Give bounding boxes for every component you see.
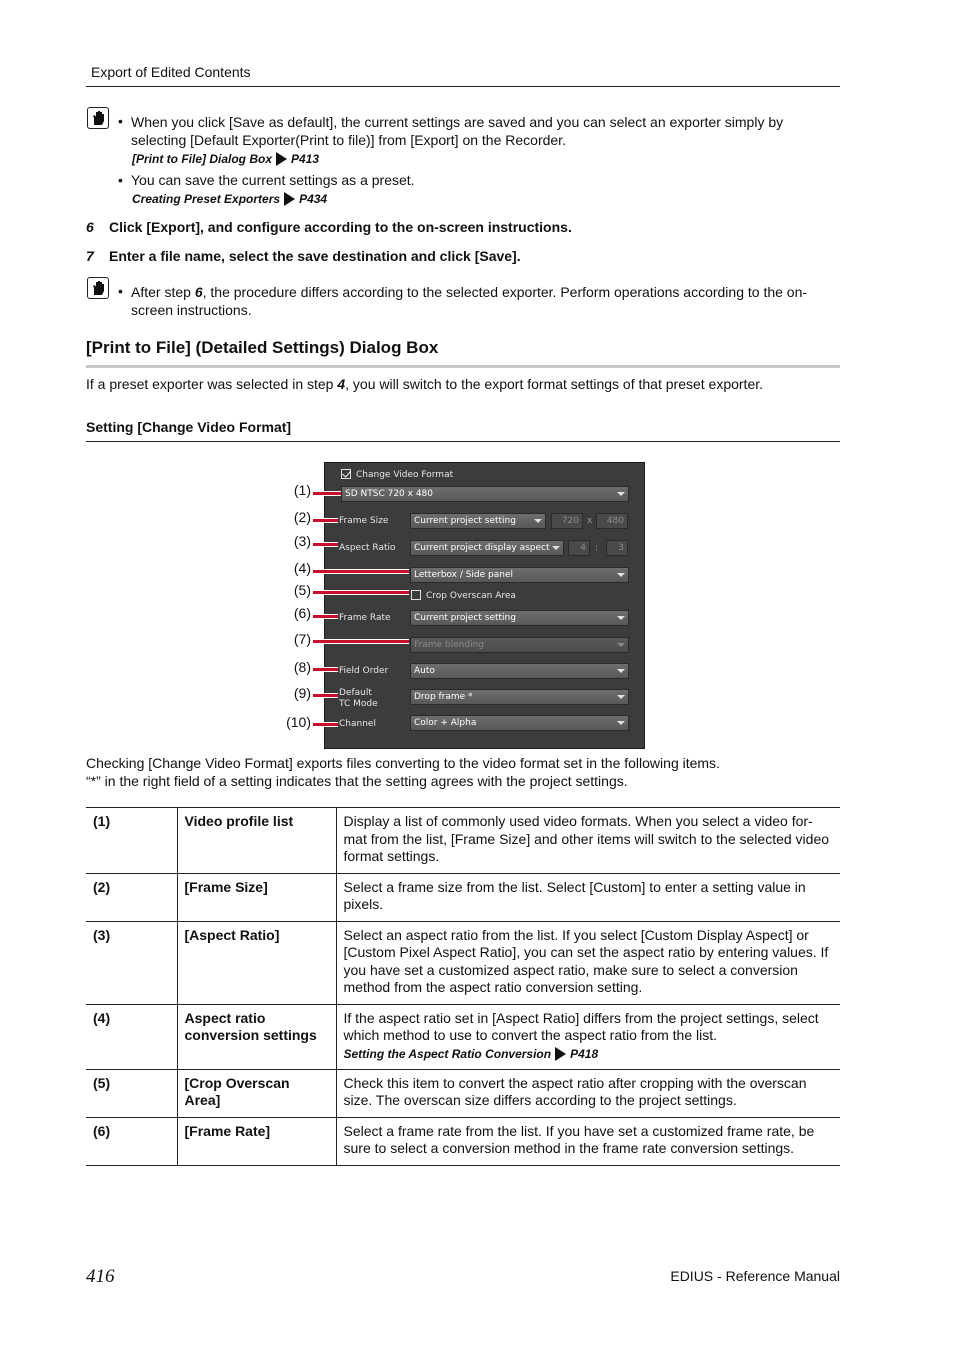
callout-6: (6)	[293, 605, 311, 621]
ref-title: Setting the Aspect Ratio Conversion	[343, 1046, 552, 1061]
chevron-down-icon	[617, 721, 625, 725]
step-number: 6	[86, 219, 94, 235]
arrow-right-icon	[276, 152, 287, 166]
frame-rate-conversion-dropdown[interactable]: Frame blending	[410, 637, 629, 653]
row-item: [Frame Size]	[177, 873, 336, 921]
row-item: Aspect ratio conversion settings	[177, 1004, 336, 1069]
aspect-height-field[interactable]: 3	[606, 540, 628, 556]
change-video-format-checkbox[interactable]	[341, 469, 351, 479]
cross-reference-link[interactable]	[132, 191, 327, 207]
field-order-dropdown[interactable]: Auto	[410, 663, 629, 679]
callout-line-7	[313, 639, 409, 644]
row-item: [Aspect Ratio]	[177, 921, 336, 1004]
callout-line-5	[313, 590, 409, 595]
callout-2: (2)	[293, 509, 311, 525]
note-text: When you click [Save as default], the current settings are saved and you can select an exporter simply by selecting [Default Exporter(Print to file)] from [Export] on the Recorder.	[131, 114, 784, 148]
ref-page: P434	[299, 192, 328, 206]
cross-reference-link[interactable]	[132, 151, 319, 167]
row-description: Select a frame rate from the list. If you have set a customized frame rate, be sure to select a conversion method in the frame rate conversion settings.	[336, 1117, 840, 1165]
chevron-down-icon	[617, 669, 625, 673]
cross-reference-link[interactable]	[344, 1046, 834, 1062]
row-number: (5)	[86, 1069, 177, 1117]
header-rule	[86, 86, 840, 87]
callout-line-10	[313, 722, 338, 727]
manual-title: EDIUS - Reference Manual	[670, 1268, 840, 1284]
settings-table	[86, 807, 840, 1166]
tc-mode-label-line1: Default	[339, 688, 372, 698]
callout-9: (9)	[293, 685, 311, 701]
size-separator: x	[587, 516, 593, 526]
table-row	[86, 1069, 840, 1117]
explanation-line-2: “*” in the right field of a setting indicates that the setting agrees with the project settings.	[86, 773, 628, 789]
row-item: [Crop Overscan Area]	[177, 1069, 336, 1117]
ref-page: P413	[291, 152, 320, 166]
callout-10: (10)	[286, 714, 311, 730]
chevron-down-icon	[617, 616, 625, 620]
bullet-dot: •	[118, 172, 123, 188]
change-video-format-dialog	[324, 462, 645, 749]
callout-line-3	[313, 542, 338, 547]
ref-page: P418	[570, 1046, 599, 1061]
row-description: Check this item to convert the aspect ratio after cropping with the overscan size. The overscan size differs according to the project settings.	[336, 1069, 840, 1117]
frame-size-label: Frame Size	[339, 516, 389, 526]
table-row	[86, 873, 840, 921]
note-text: After step 6, the procedure differs according to the selected exporter. Perform operations according to the on-screen instructions.	[131, 284, 808, 318]
row-description	[336, 1004, 840, 1069]
callout-line-2	[313, 518, 338, 523]
callout-4: (4)	[293, 560, 311, 576]
running-header: Export of Edited Contents	[91, 64, 251, 80]
step-6	[86, 218, 572, 236]
bullet-dot: •	[118, 283, 123, 299]
aspect-ratio-label: Aspect Ratio	[339, 543, 396, 553]
frame-size-dropdown[interactable]: Current project setting	[410, 513, 546, 529]
chevron-down-icon	[617, 695, 625, 699]
aspect-conversion-dropdown[interactable]: Letterbox / Side panel	[410, 567, 629, 583]
tc-mode-dropdown[interactable]: Drop frame *	[410, 689, 629, 705]
note-hand-icon	[87, 277, 109, 299]
callout-line-8	[313, 667, 338, 672]
callout-line-4	[313, 569, 409, 574]
step-number: 7	[86, 248, 94, 264]
channel-dropdown[interactable]: Color + Alpha	[410, 715, 629, 731]
row-item: Video profile list	[177, 808, 336, 874]
crop-overscan-label: Crop Overscan Area	[426, 591, 516, 601]
callout-line-6	[313, 614, 338, 619]
aspect-width-field[interactable]: 4	[568, 540, 590, 556]
ref-title: [Print to File] Dialog Box	[132, 152, 272, 166]
arrow-right-icon	[555, 1047, 566, 1061]
row-number: (2)	[86, 873, 177, 921]
callout-line-1	[313, 491, 341, 496]
row-number: (4)	[86, 1004, 177, 1069]
page-number: 416	[86, 1266, 115, 1287]
callout-3: (3)	[293, 533, 311, 549]
change-video-format-label: Change Video Format	[356, 470, 454, 480]
row-description: Select an aspect ratio from the list. If you select [Custom Display Aspect] or [Custom Pixel Aspect Ratio], you can set the aspect ratio by entering values. If you have set a customized aspect ratio, make sure to select a conversion method from the aspect ratio conversion setting.	[336, 921, 840, 1004]
frame-height-field[interactable]: 480	[596, 513, 628, 529]
callout-5: (5)	[293, 582, 311, 598]
step-text: Click [Export], and configure according to the on-screen instructions.	[109, 219, 572, 235]
chevron-down-icon	[617, 643, 625, 647]
chevron-down-icon	[617, 573, 625, 577]
step-7	[86, 247, 521, 265]
ref-title: Creating Preset Exporters	[132, 192, 281, 206]
callout-1: (1)	[293, 482, 311, 498]
chevron-down-icon	[534, 519, 542, 523]
row-description: Select a frame size from the list. Select [Custom] to enter a setting value in pixels.	[336, 873, 840, 921]
subheading: Setting [Change Video Format]	[86, 419, 292, 435]
row-number: (1)	[86, 808, 177, 874]
row-description-text: If the aspect ratio set in [Aspect Ratio] differs from the project settings, select which method to use to convert the aspect ratio from the list.	[343, 1009, 819, 1043]
callout-7: (7)	[293, 631, 311, 647]
section-intro: If a preset exporter was selected in step 4, you will switch to the export format settings of that preset exporter.	[86, 376, 764, 392]
aspect-ratio-dropdown[interactable]: Current project display aspect	[410, 540, 564, 556]
row-number: (6)	[86, 1117, 177, 1165]
step-text: Enter a file name, select the save destination and click [Save].	[109, 248, 521, 264]
section-title: [Print to File] (Detailed Settings) Dialog Box	[86, 338, 439, 357]
callout-8: (8)	[293, 659, 311, 675]
frame-rate-dropdown[interactable]: Current project setting	[410, 610, 629, 626]
callout-line-9	[313, 693, 338, 698]
channel-label: Channel	[339, 719, 376, 729]
tc-mode-label-line2: TC Mode	[339, 699, 378, 709]
video-profile-dropdown[interactable]: SD NTSC 720 x 480	[341, 486, 629, 502]
section-rule	[86, 365, 840, 368]
crop-overscan-checkbox[interactable]	[411, 590, 421, 600]
note-text: You can save the current settings as a preset.	[131, 172, 415, 188]
subheading-rule	[86, 441, 840, 442]
row-item: [Frame Rate]	[177, 1117, 336, 1165]
frame-width-field[interactable]: 720	[551, 513, 583, 529]
arrow-right-icon	[284, 192, 295, 206]
row-description: Display a list of commonly used video formats. When you select a video for-mat from the list, [Frame Size] and other items will switch to the selected video format settings.	[336, 808, 840, 874]
frame-rate-label: Frame Rate	[339, 613, 391, 623]
table-row	[86, 1117, 840, 1165]
table-row	[86, 1004, 840, 1069]
aspect-separator: :	[595, 543, 599, 553]
bullet-dot: •	[118, 113, 123, 129]
table-row	[86, 808, 840, 874]
chevron-down-icon	[552, 546, 560, 550]
explanation-line-1: Checking [Change Video Format] exports files converting to the video format set in the following items.	[86, 755, 720, 771]
note-hand-icon	[87, 107, 109, 129]
chevron-down-icon	[617, 492, 625, 496]
field-order-label: Field Order	[339, 666, 389, 676]
table-row	[86, 921, 840, 1004]
row-number: (3)	[86, 921, 177, 1004]
